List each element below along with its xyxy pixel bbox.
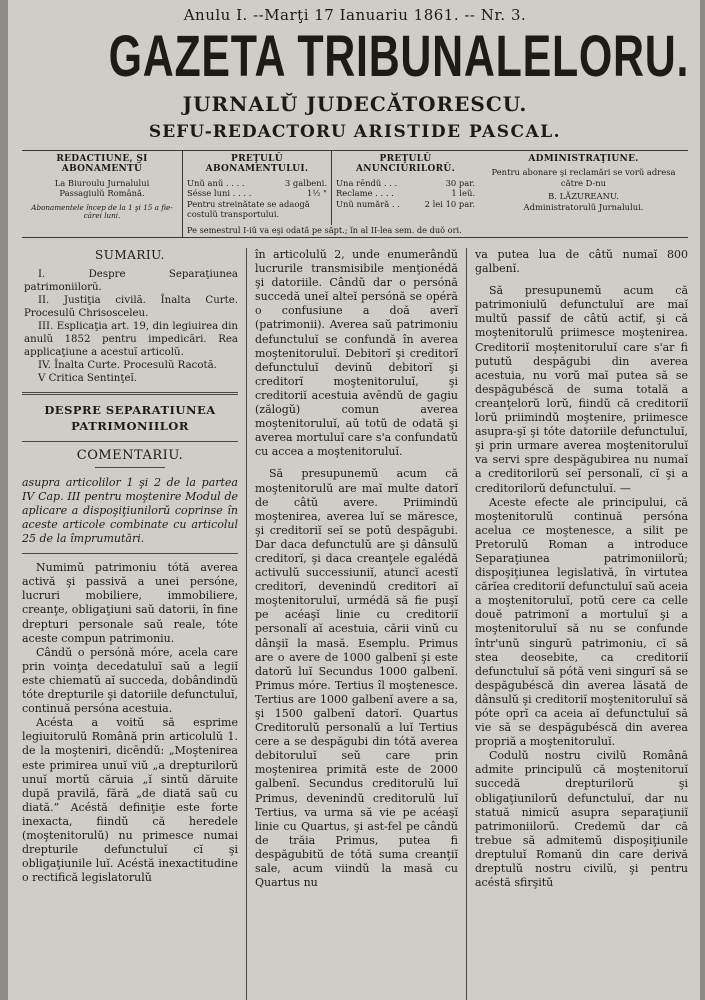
anunciuri-row-value: 2 lei 10 par. (424, 198, 475, 209)
redactiune-note: Abonamentele încep de la 1 şi 15 a fie-cărei luni. (31, 202, 173, 221)
anunciuri-row-label: Reclame . . . . (336, 188, 394, 199)
publication-schedule-note: Pe semestrul I-iŭ va eşi odată pe săpt.; ĭn al II-lea sem. de duŏ ori. (187, 224, 462, 235)
column-1 (22, 248, 246, 1000)
abonament-box (183, 151, 331, 225)
article-paragraph: Aceste efecte ale principului, că moştenitorulŭ continuă persóna acelua ce moştenesce, a silit pe Pretorulŭ Roman a introduce Separaţiunea patrimoniilorŭ; dispoşiţiunea legislativă, în virtutea cărĭea creditoriĭ defunctuluĭ saŭ aceia a moştenitoruluĭ, potŭ cere ca celle douĕ patrimonĭ a mortuluĭ şi a moştenitoruluĭ să nu se confunde într'unŭ singurŭ patrimoniu, cĭ să stea deosebite, ca creditoriĭ defunctuluĭ să pótă veni singurĭ să se despăgubéscă din averea lăsată de dânsulŭ şi creditoriĭ moştenitoruluĭ să póte oprĭ ca aceia aĭ defunctuluĭ să vie să se despăgubéscă din averea propriă a moştenitoruluĭ. (475, 495, 688, 749)
short-divider (95, 467, 165, 468)
anunciuri-row-value: 1 leŭ. (451, 188, 475, 199)
anunciuri-row (336, 199, 475, 209)
dateline: Anulu I. --Marţi 17 Ianuariu 1861. -- Nr. 3. (183, 6, 527, 24)
article-paragraph: în articolulŭ 2, unde enumerândŭ lucrurile transmisibile menţionédă şi datoriile. Cândŭ dar o persónă succedă uneĭ alteĭ persónă se opéră o confusiune a doă averĭ (patrimonii). Averea saŭ patrimoniu defunctuluĭ se confundă în averea moştenitoruluĭ. Debitorĭ şi creditorĭ defunctuluĭ devinŭ debitorĭ şi creditorĭ moştenitoruluĭ, şi creditoriĭ acestuia avēndŭ de gagiu (zălogŭ) comun averea moştenitoruluĭ, aŭ totŭ de odată şi averea mortuluĭ care s'a confundatŭ cu accea a moştenitoruluĭ. (255, 248, 458, 459)
redactiune-line: Passagiulŭ Română. (59, 188, 145, 199)
masthead-title: GAZETA TRIBUNALELORU. (108, 24, 690, 89)
article-paragraph: Să presupunemŭ acum că moştenitorulŭ are maĭ multe datorĭ de câtŭ avere. Priimindŭ moştenirea, averea luĭ se măresce, şi creditoriĭ seĭ se potŭ despăgubi. Dar daca defunctulŭ are şi dânsulŭ creditorĭ, şi daca creanţele egalédă activulŭ successiuniĭ, atuncĭ acestĭ creditorĭ, devenindŭ creditorĭ aĭ moştenitoruluĭ, urmédă să fie puşĭ pe acéaşĭ linie cu creditoriĭ personalĭ aĭ acestuia, cării vinŭ cu dânşiĭ la masă. Esemplu. Primus are o avere de 1000 galbenĭ şi este datorŭ luĭ Secundus 1000 galbenĭ. Primus móre. Tertius îl moştenesce. Tertius are 1000 galbenĭ avere a sa, şi 1500 galbenĭ datorĭ. Quartus Creditorulŭ personalŭ a luĭ Tertius cere a se despăgubi din tótă averea debitoruluĭ seŭ care prin moştenirea primită este de 2000 galbenĭ. Secundus creditorulŭ luĭ Primus, devenindŭ creditorulŭ luĭ Tertius, va urma să vie pe acéaşĭ linie cu Quartus, şi ast-fel pe cândŭ de trăia Primus, putea fi despăgubitŭ de tótă suma creanţiĭ sale, acum viindŭ la masă cu Quartus nu (255, 467, 458, 890)
sumar-title: SUMARIU. (95, 248, 165, 262)
redactiune-title: REDACTIUNE, ŞI ABONAMENTŬ (56, 154, 148, 175)
article-paragraph: Acésta a voitŭ să esprime legiuitorulŭ Română prin articolulŭ 1. de la moşteniri, dicēndŭ: „Moştenirea este primirea unuĭ viŭ „a drepturilorŭ unuĭ mortŭ căruia „ĭ sintŭ dăruite după pravilă, fără „de diată saŭ cu diată.” Acéstă definiţie este forte inexacta, fiindŭ că heredele (moştenitorulŭ) nu primesce numai drepturile defunctuluĭ cĭ şi obligaţiunile luĭ. Acéstă inexactitudine o rectifică legislatorulŭ (22, 716, 238, 885)
article-lead: asupra articolilor 1 şi 2 de la partea IV Cap. III pentru moştenire Modul de aplicare a dispoşiţiunilorŭ coprinse în aceste articole combinate cu articolul 25 de la împrumutări. (22, 476, 238, 546)
sumar-item: IV. Înalta Curte. Procesulŭ Racotă. (38, 360, 217, 372)
anunciuri-box (331, 151, 479, 225)
article-paragraph: Să presupunemŭ acum că patrimoniulŭ defunctuluĭ are maĭ multŭ passif de câtŭ actif, şi că moştenitorulŭ priimesce moştenirea. Creditoriĭ moştenitoruluĭ care s'ar fi pututŭ despăgubi din averea acestuia, nu vorŭ maĭ putea să se despăgubéscă de suma totală a creanţelorŭ lorŭ, fiindŭ că creditoriĭ lorŭ priimindŭ moştenire, priimesce asupra-şĭ şi tóte datoriile defunctuluĭ, şi prin urmare averea moştenitoruluĭ va servi spre despăgubirea nu numaĭ a creditorilorŭ seĭ personalĭ, cĭ şi a creditorilorŭ defunctuluĭ. — (475, 284, 688, 495)
abonament-row-value: 3 galbeni. (284, 177, 327, 188)
abonament-row (187, 188, 327, 198)
article-columns (22, 248, 688, 1000)
anunciuri-row (336, 178, 475, 188)
anunciuri-row-label: Unŭ numără . . (336, 198, 400, 209)
abonament-row (187, 178, 327, 188)
administratiune-title: ADMINISTRAŢIUNE. (528, 154, 639, 164)
editor-name: ARISTIDE PASCAL. (353, 122, 562, 142)
editor-prefix: SEFU-REDACTORU (148, 122, 347, 142)
administratiune-line: Pentru abonare şi reclamări se vorŭ adresa către D-nu (491, 167, 676, 188)
administrator-name: B. LĂZUREANU. (548, 191, 619, 202)
divider (22, 441, 238, 442)
newspaper-page (8, 0, 700, 1000)
article-paragraph: Codulŭ nostru civilŭ Română admite principulŭ că moştenitoruĭ succedă drepturilorŭ şi obligaţiunilorŭ defunctuluĭ, dar nu statuă nimicŭ asupra separaţiuniĭ patrimoniilorŭ. Credemŭ dar că trebue să admitemŭ dispoşiţiunile dreptuluĭ Romanŭ din care derivă dreptulŭ nostru civilŭ, şi pentru acéstă sfirşitŭ (475, 749, 688, 890)
abonament-row-label: Unŭ anŭ . . . . (187, 177, 245, 188)
sumar-item: III. Esplicaţia art. 19, din legiuirea din anulŭ 1852 pentru impedicări. Rea applicaţiune a acestuĭ articolŭ. (24, 321, 238, 359)
subtitle: JURNALŬ JUDECĂTORESCU. (182, 92, 528, 116)
editor-line (22, 122, 688, 142)
redactiune-line: La Biuroulu Jurnalului (54, 177, 150, 188)
sumar-item: I. Despre Separaţiunea patrimoniilorŭ. (24, 269, 238, 294)
price-group (182, 151, 479, 237)
article-title: DESPRE SEPARATIUNEA (44, 403, 216, 418)
anunciuri-row-label: Una rēndŭ . . . (336, 177, 398, 188)
anunciuri-row (336, 188, 475, 198)
sumar-item: II. Justiţia civilă. Înalta Curte. Procesulŭ Chrisosceleu. (24, 295, 238, 320)
column-2 (246, 248, 466, 1000)
article-paragraph: va putea lua de câtŭ numaĭ 800 galbenĭ. (475, 248, 688, 276)
abonament-row-value: 1½ " (307, 188, 327, 199)
divider (22, 553, 238, 554)
abonament-note: Pentru streinătate se adaogă costulŭ transportului. (187, 198, 310, 220)
article-paragraph: Numimŭ patrimoniu tótă averea activă şi passivă a unei persóne, lucruri mobiliere, immobiliere, creanţe, obligaţiuni saŭ datorii, în fine drepturi personale saŭ reale, tóte aceste compun patrimoniu. (22, 561, 238, 645)
article-paragraph: Cândŭ o persónă móre, acela care prin voinţa decedatuluĭ saŭ a legiĭ este chiematŭ aĭ succeda, dobândindŭ tóte drepturile şi datoriile defunctuluĭ, continuă persóna acestuia. (22, 645, 238, 716)
anunciuri-title: PREŢULŬ ANUNCIURILORŬ. (355, 154, 456, 175)
sumar-item: V Critica Sentinţeĭ. (38, 373, 137, 385)
price-boxes (183, 151, 479, 225)
column-3 (466, 248, 688, 1000)
administratiune-line: Administratorulŭ Jurnalului. (523, 201, 644, 212)
abonament-title: PREŢULŬ ABONAMENTULUI. (205, 154, 309, 175)
anunciuri-row-value: 30 par. (445, 177, 475, 188)
article-title: PATRIMONIILOR (71, 419, 189, 434)
abonament-row-label: Sésse luni . . . . (187, 188, 252, 199)
info-row (22, 150, 688, 238)
section-heading: COMENTARIU. (76, 448, 184, 464)
redactiune-box (22, 151, 182, 237)
administratiune-box (479, 151, 688, 237)
divider (22, 392, 238, 395)
